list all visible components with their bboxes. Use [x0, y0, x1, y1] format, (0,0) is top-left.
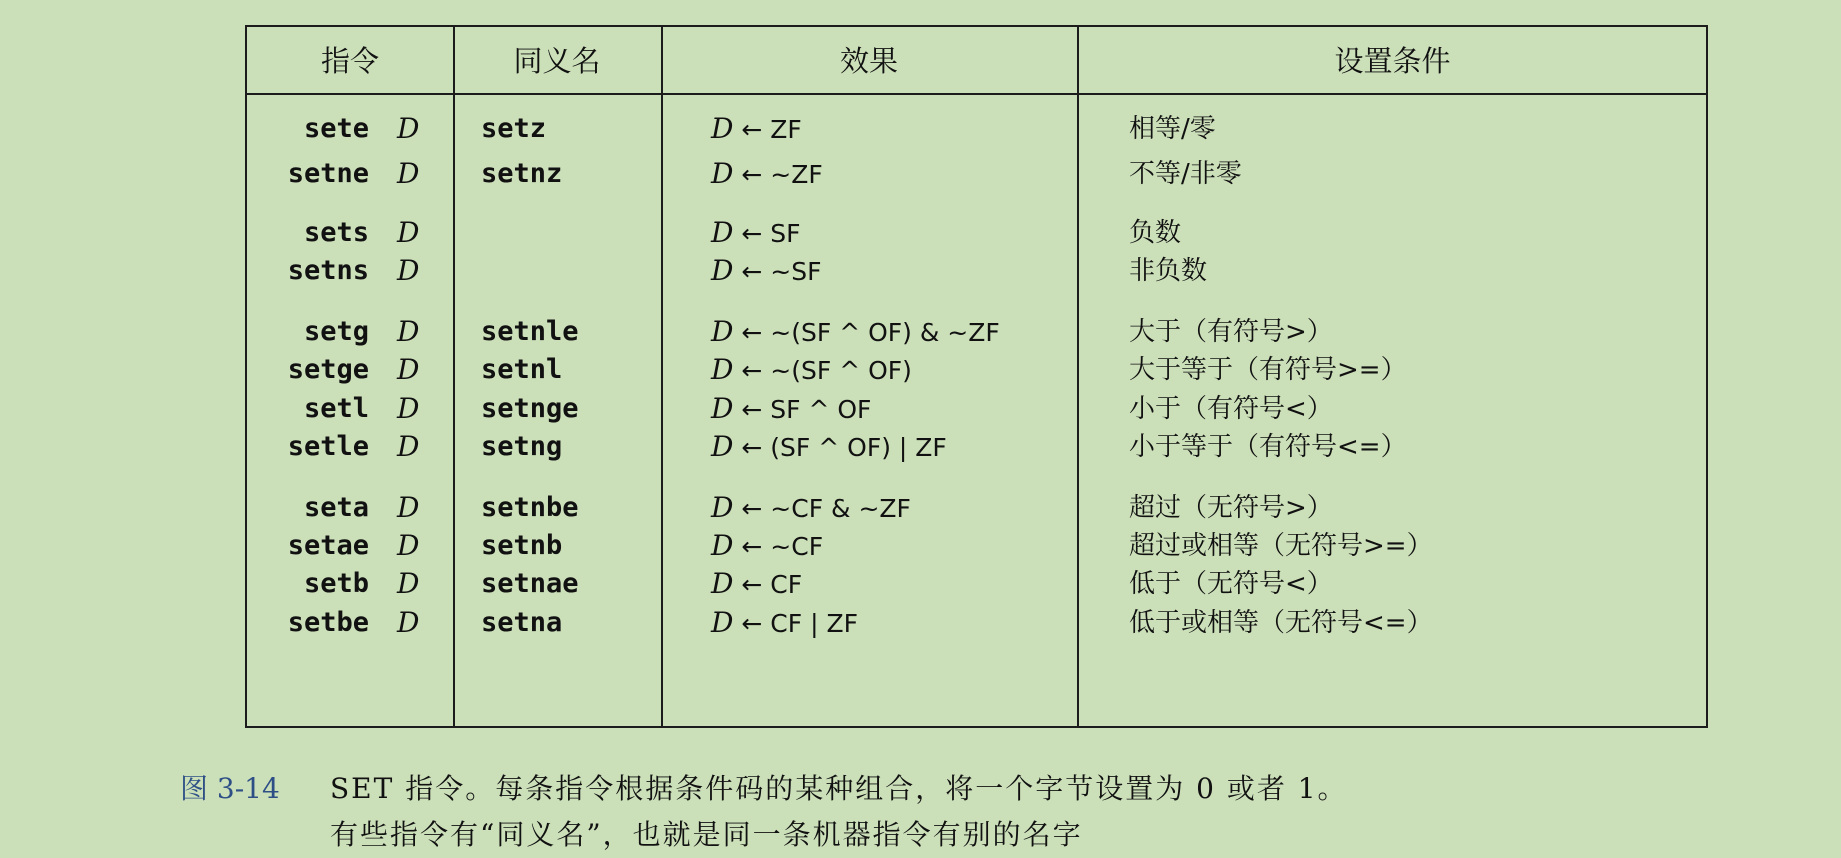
instruction-name: setae — [287, 530, 369, 561]
instruction-name: seta — [303, 492, 369, 523]
effect-formula: ← ~CF & ~ZF — [733, 494, 911, 523]
instruction-operand: D — [397, 254, 420, 287]
effect-expression — [661, 389, 1077, 429]
set-condition: 超过（无符号>） — [1129, 493, 1333, 523]
header-effect: 效果 — [839, 44, 898, 78]
set-instruction-table — [245, 25, 1708, 728]
effect-expression — [661, 488, 1077, 528]
effect-destination: D — [711, 606, 734, 639]
effect-formula: ← ~CF — [733, 532, 824, 561]
set-condition: 非负数 — [1129, 256, 1208, 286]
instruction-operand: D — [397, 112, 420, 145]
caption-line-2: 有些指令有“同义名”，也就是同一条机器指令有别的名字 — [330, 818, 1083, 851]
instruction-name: setl — [303, 393, 369, 424]
header-synonym: 同义名 — [513, 44, 601, 78]
set-condition: 负数 — [1129, 218, 1182, 248]
effect-destination: D — [711, 353, 734, 386]
effect-expression — [661, 427, 1077, 467]
set-condition: 小于等于（有符号<=） — [1129, 432, 1407, 462]
effect-expression — [661, 213, 1077, 253]
header-condition: 设置条件 — [1334, 44, 1451, 78]
effect-formula: ← ~(SF ^ OF) & ~ZF — [733, 318, 1000, 347]
effect-destination: D — [711, 315, 734, 348]
instruction-name: setne — [287, 158, 369, 189]
effect-formula: ← (SF ^ OF) | ZF — [733, 433, 947, 462]
instruction-operand: D — [397, 216, 420, 249]
effect-formula: ← CF | ZF — [733, 609, 858, 638]
effect-destination: D — [711, 491, 734, 524]
set-condition: 低于（无符号<） — [1129, 569, 1333, 599]
set-condition: 低于或相等（无符号<=） — [1129, 608, 1433, 638]
effect-expression — [661, 526, 1077, 566]
synonym-name: setnl — [481, 354, 563, 385]
instruction-operand: D — [397, 606, 420, 639]
instruction-operand: D — [397, 529, 420, 562]
effect-expression — [661, 350, 1077, 390]
synonym-name: setnbe — [481, 492, 579, 523]
instruction-name: sets — [303, 217, 369, 248]
effect-formula: ← SF ^ OF — [733, 395, 872, 424]
instruction-operand: D — [397, 315, 420, 348]
effect-destination: D — [711, 392, 734, 425]
effect-expression — [661, 603, 1077, 643]
effect-formula: ← ~ZF — [733, 160, 823, 189]
effect-expression — [661, 312, 1077, 352]
effect-formula: ← CF — [733, 570, 803, 599]
effect-destination: D — [711, 157, 734, 190]
instruction-name: sete — [303, 113, 369, 144]
effect-destination: D — [711, 112, 734, 145]
effect-formula: ← SF — [733, 219, 801, 248]
set-condition: 相等/零 — [1129, 114, 1216, 144]
instruction-name: setle — [287, 431, 369, 462]
synonym-name: setng — [481, 431, 563, 462]
set-condition: 不等/非零 — [1129, 159, 1242, 189]
instruction-name: setbe — [287, 607, 369, 638]
effect-formula: ← ZF — [733, 115, 802, 144]
set-condition: 大于等于（有符号>=） — [1129, 355, 1407, 385]
synonym-name — [453, 251, 661, 291]
synonym-name: setnz — [481, 158, 563, 189]
set-condition: 大于（有符号>） — [1129, 317, 1333, 347]
effect-destination: D — [711, 567, 734, 600]
effect-destination: D — [711, 216, 734, 249]
caption-line-1: SET 指令。每条指令根据条件码的某种组合，将一个字节设置为 0 或者 1。 — [330, 772, 1348, 805]
synonym-name: setnle — [481, 316, 579, 347]
synonym-name: setz — [481, 113, 547, 144]
synonym-name: setna — [481, 607, 563, 638]
instruction-operand: D — [397, 157, 420, 190]
synonym-name: setnge — [481, 393, 579, 424]
effect-destination: D — [711, 430, 734, 463]
instruction-operand: D — [397, 567, 420, 600]
instruction-name: setb — [303, 568, 369, 599]
instruction-name: setg — [303, 316, 369, 347]
set-condition: 小于（有符号<） — [1129, 394, 1333, 424]
effect-destination: D — [711, 254, 734, 287]
effect-formula: ← ~(SF ^ OF) — [733, 356, 912, 385]
instruction-name: setns — [287, 255, 369, 286]
instruction-operand: D — [397, 430, 420, 463]
set-condition: 超过或相等（无符号>=） — [1129, 531, 1433, 561]
synonym-name: setnae — [481, 568, 579, 599]
effect-expression — [661, 109, 1077, 149]
effect-expression — [661, 564, 1077, 604]
effect-expression — [661, 251, 1077, 291]
effect-destination: D — [711, 529, 734, 562]
instruction-operand: D — [397, 491, 420, 524]
effect-formula: ← ~SF — [733, 257, 822, 286]
instruction-operand: D — [397, 392, 420, 425]
instruction-name: setge — [287, 354, 369, 385]
effect-expression — [661, 154, 1077, 194]
synonym-name — [453, 213, 661, 253]
synonym-name: setnb — [481, 530, 563, 561]
header-instruction: 指令 — [320, 44, 379, 78]
figure-number: 图 3-14 — [180, 772, 280, 805]
instruction-operand: D — [397, 353, 420, 386]
